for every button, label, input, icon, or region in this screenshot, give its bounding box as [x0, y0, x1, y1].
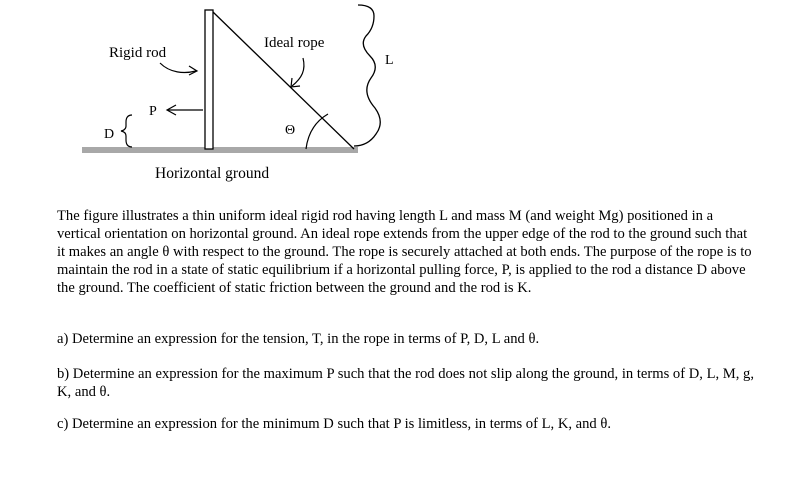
rod-label: Rigid rod [109, 45, 167, 61]
rigid-rod [205, 10, 213, 149]
rod-rope-diagram [0, 0, 807, 200]
question-c: c) Determine an expression for the minimum D such that P is limitless, in terms of L, K, and θ. [57, 416, 612, 432]
problem-intro: The figure illustrates a thin uniform ideal rigid rod having length L and mass M (and weight Mg) positioned in a vertical orientation on horizontal ground. An ideal rope extends from the upper edge of the rod to the ground such that it makes an angle θ with respect to the ground. The rope is securely attached at both ends. The purpose of the rope is to maintain the rod in a state of static equilibrium if a horizontal pulling force, P, is applied to the rod a distance D above the ground. The coefficient of static friction between the ground and the rod is K. [57, 208, 752, 296]
ideal-rope [213, 12, 354, 149]
angle-label: Θ [285, 123, 296, 138]
length-brace [354, 5, 380, 146]
distance-label: D [104, 127, 115, 142]
question-b: b) Determine an expression for the maximum P such that the rod does not slip along the ground, in terms of D, L, M, g, K, and θ. [57, 366, 754, 400]
ground-label: Horizontal ground [155, 165, 270, 182]
distance-brace [121, 115, 132, 147]
angle-arc [306, 114, 328, 149]
rod-pointer-arrow [160, 63, 197, 75]
rope-pointer-arrow [291, 58, 304, 87]
rope-label: Ideal rope [264, 35, 325, 51]
ground [82, 147, 358, 153]
question-a: a) Determine an expression for the tension, T, in the rope in terms of P, D, L and θ. [57, 331, 540, 347]
force-label: P [149, 104, 157, 119]
force-arrow [167, 105, 203, 115]
length-label: L [385, 53, 394, 68]
